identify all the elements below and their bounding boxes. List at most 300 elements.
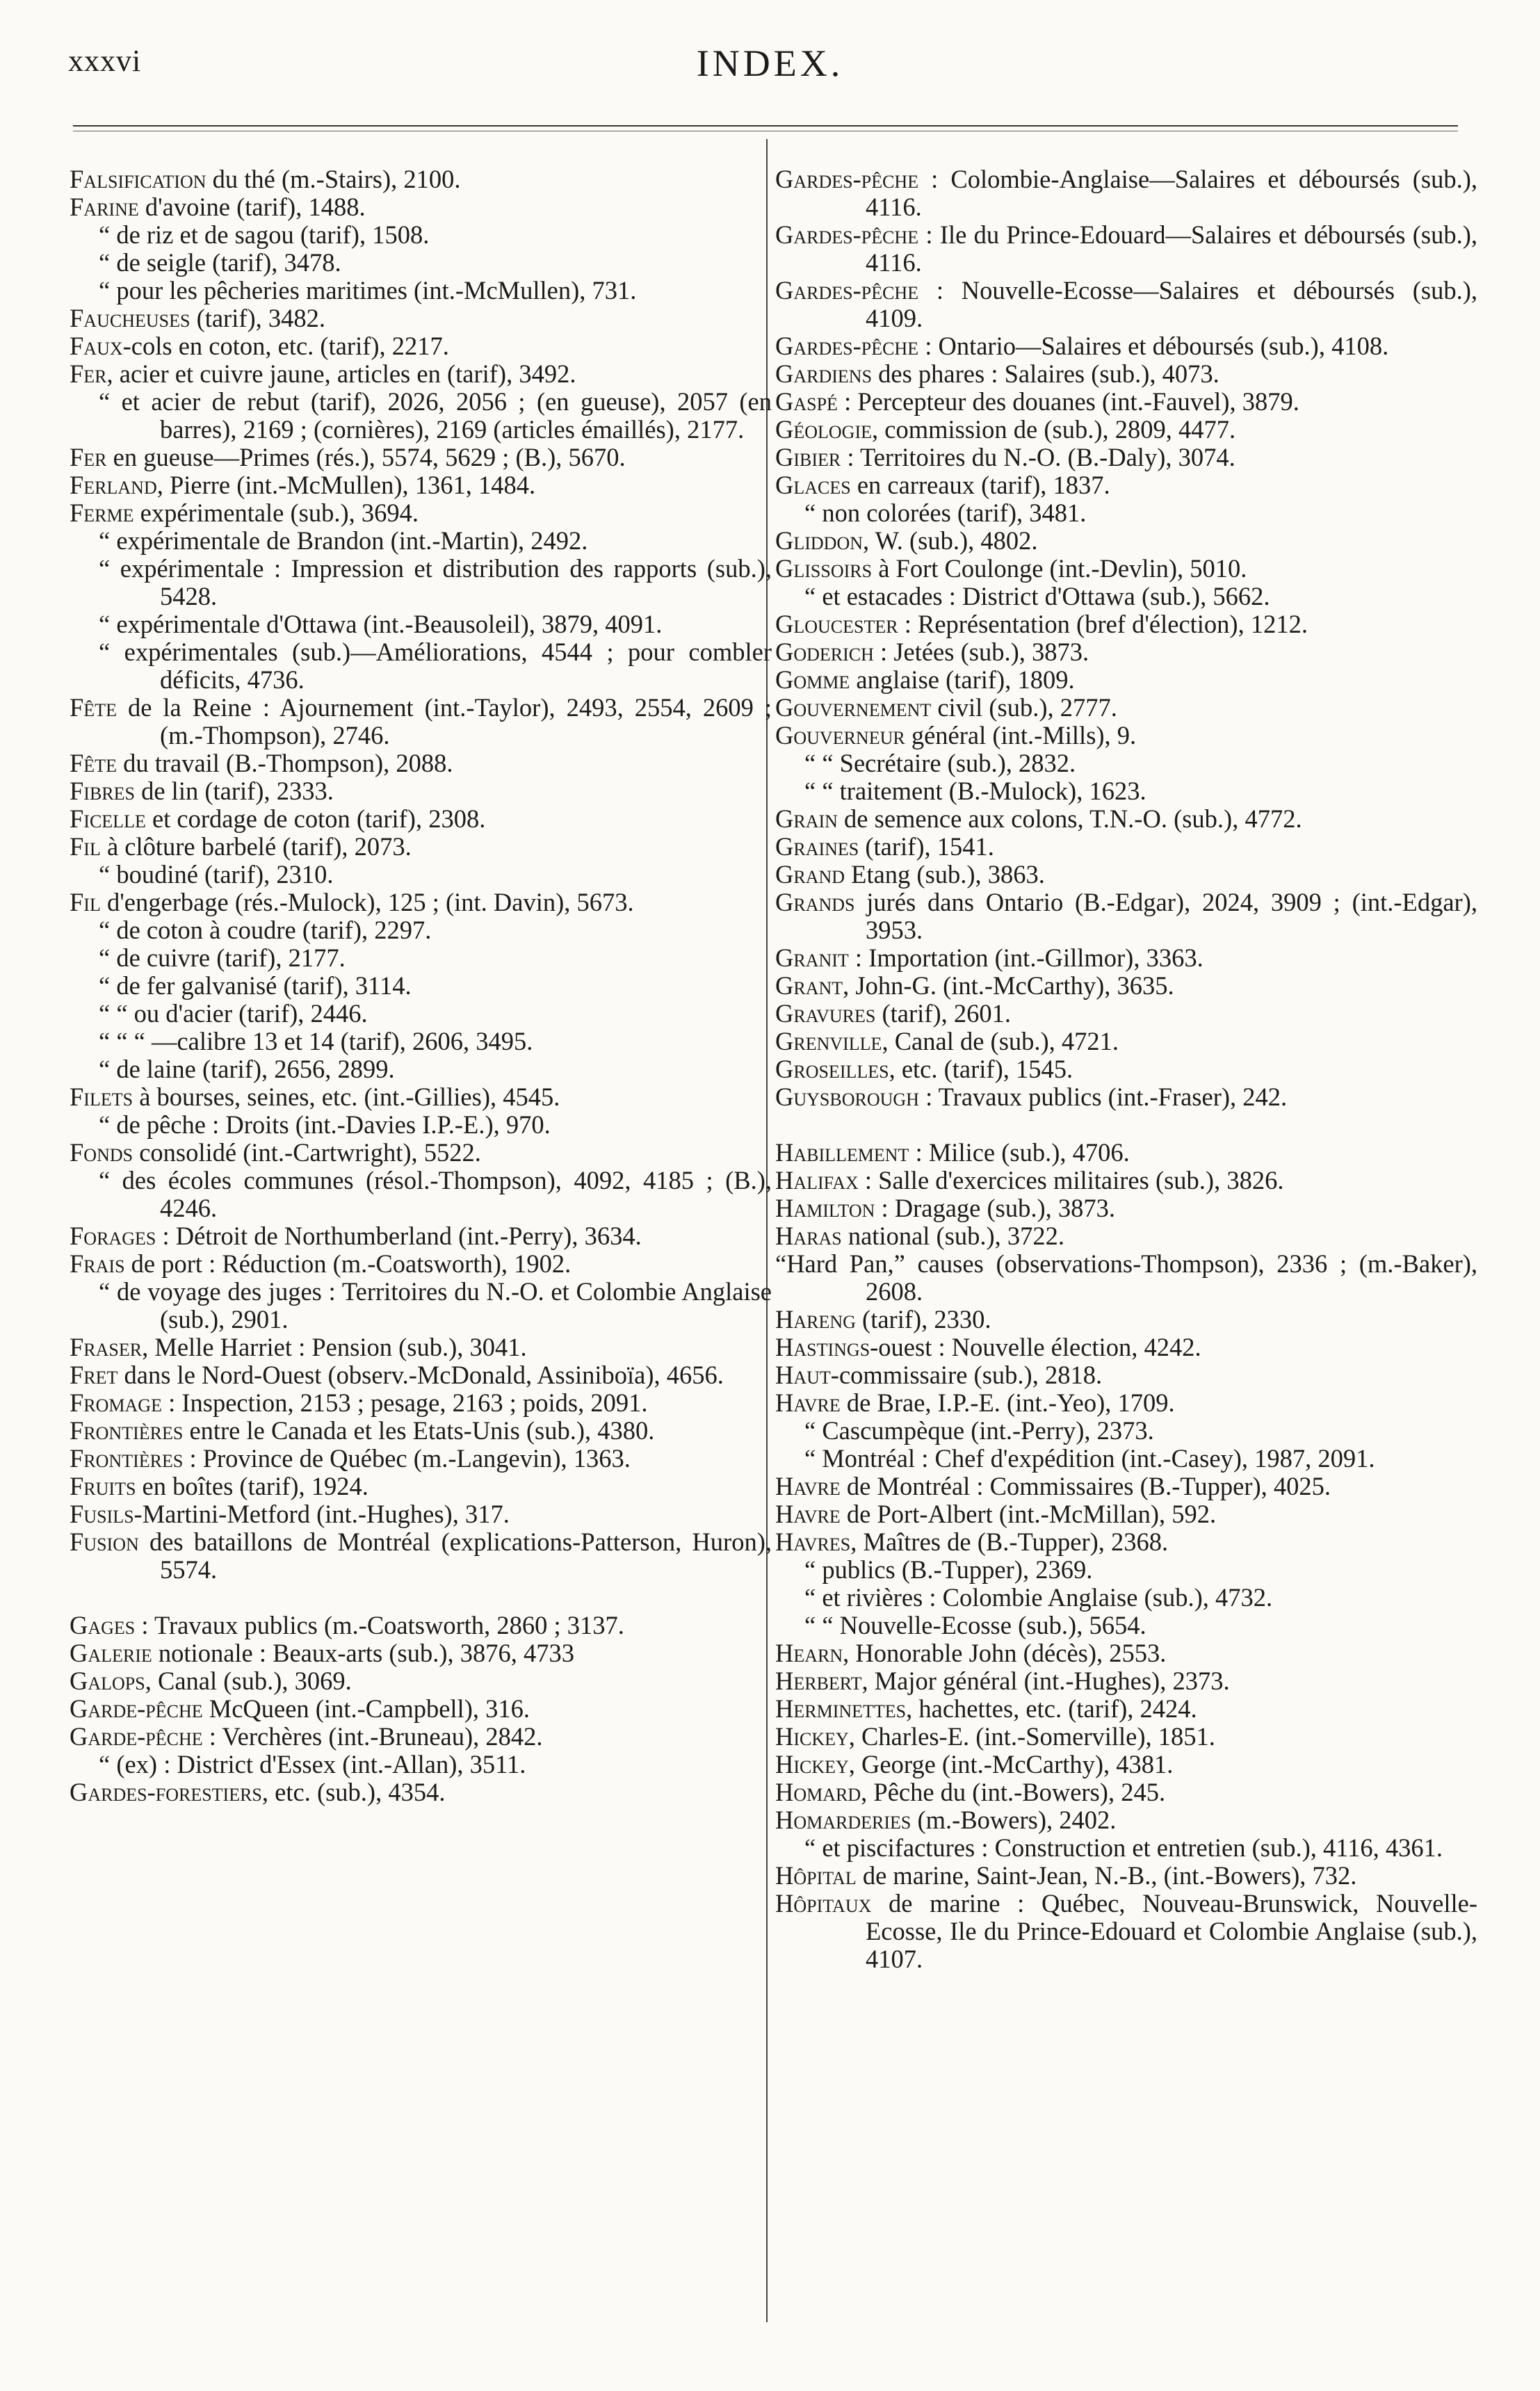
index-entry-text: , hachettes, etc. (tarif), 2424. [906, 1694, 1197, 1723]
index-column-right [775, 165, 1477, 1973]
index-entry-text: à bourses, seines, etc. (int.-Gillies), 4545. [133, 1083, 560, 1111]
index-entry [775, 1445, 1477, 1473]
index-entry [775, 388, 1477, 416]
index-headword: Grain [775, 804, 838, 833]
index-entry-text: : Salle d'exercices militaires (sub.), 3826. [858, 1166, 1284, 1194]
index-entry-text: -Martini-Metford (int.-Hughes), 317. [133, 1500, 510, 1528]
index-entry-text: , commission de (sub.), 2809, 4477. [872, 415, 1236, 444]
index-entry [70, 1028, 772, 1055]
index-entry [775, 1528, 1477, 1556]
index-headword: Habillement [775, 1138, 909, 1167]
index-entry-text: , etc. (tarif), 1545. [889, 1055, 1073, 1083]
index-entry-text: , Charles-E. (int.-Somerville), 1851. [848, 1722, 1215, 1751]
index-entry [70, 1473, 772, 1500]
index-entry-text: : Colombie-Anglaise—Salaires et déboursés (sub.), 4116. [866, 165, 1477, 221]
index-entry-text: “ “ Secrétaire (sub.), 2832. [804, 749, 1076, 777]
index-headword: Hickey [775, 1722, 849, 1751]
index-entry-text: de Port-Albert (int.-McMillan), 592. [840, 1500, 1217, 1528]
index-headword: Gaspé [775, 387, 838, 416]
index-entry-text: jurés dans Ontario (B.-Edgar), 2024, 3909 ; (int.-Edgar), 3953. [854, 888, 1477, 944]
index-entry-text: “ de fer galvanisé (tarif), 3114. [99, 971, 412, 1000]
index-headword: Hastings [775, 1333, 870, 1361]
index-entry-text: “ “ Nouvelle-Ecosse (sub.), 5654. [804, 1611, 1146, 1639]
index-entry-text: des bataillons de Montréal (explications-Patterson, Huron), 5574. [138, 1527, 772, 1584]
index-entry [70, 1639, 772, 1667]
index-headword: Falsification [70, 165, 206, 193]
index-headword: Homarderies [775, 1806, 911, 1834]
index-entry-text: -cols en coton, etc. (tarif), 2217. [122, 332, 449, 360]
index-entry [775, 1250, 1477, 1306]
index-entry [70, 1334, 772, 1361]
index-entry-text: “ de cuivre (tarif), 2177. [99, 943, 346, 972]
index-entry-text: : Détroit de Northumberland (int.-Perry), 3634. [156, 1222, 642, 1250]
index-entry [70, 1445, 772, 1473]
index-entry [70, 1278, 772, 1334]
page-title: INDEX. [696, 42, 844, 84]
index-headword: Homard [775, 1778, 861, 1806]
index-entry-text: : Représentation (bref d'élection), 1212. [898, 610, 1308, 638]
index-headword: Garde-pêche [70, 1694, 203, 1723]
index-entry-text: -commissaire (sub.), 2818. [830, 1361, 1103, 1389]
index-headword: Glissoirs [775, 554, 873, 583]
index-headword: Filets [70, 1083, 133, 1111]
index-entry [70, 1695, 772, 1723]
index-entry [775, 777, 1477, 805]
index-headword: Havre [775, 1472, 841, 1500]
index-entry-text: : Inspection, 2153 ; pesage, 2163 ; poids, 2091. [161, 1388, 648, 1417]
index-entry-text: (tarif), 2330. [855, 1305, 991, 1334]
index-entry [775, 416, 1477, 444]
index-entry [70, 165, 772, 193]
index-entry [70, 1167, 772, 1222]
index-headword: Gages [70, 1611, 136, 1639]
index-entry-text: Etang (sub.), 3863. [845, 860, 1045, 889]
index-entry-text: , George (int.-McCarthy), 4381. [848, 1750, 1174, 1778]
index-headword: Gouvernement [775, 693, 932, 722]
index-headword: Gardes-pêche [775, 220, 919, 249]
index-headword: Ferland [70, 471, 157, 499]
index-entry [775, 360, 1477, 388]
page-number: xxxvi [68, 44, 142, 78]
index-headword: Graines [775, 832, 859, 861]
index-entry-text: (tarif), 1541. [859, 832, 994, 861]
index-entry [70, 221, 772, 249]
index-headword: Glaces [775, 471, 851, 499]
index-headword: Fête [70, 693, 117, 722]
index-headword: Haut [775, 1361, 831, 1389]
index-entry-text: , W. (sub.), 4802. [863, 526, 1038, 555]
index-entry [775, 1751, 1477, 1778]
index-entry-text: , Pêche du (int.-Bowers), 245. [861, 1778, 1166, 1806]
index-headword: Hôpitaux [775, 1889, 872, 1918]
index-entry-text: “ expérimentale d'Ottawa (int.-Beausoleil), 3879, 4091. [99, 610, 663, 638]
index-entry-text: : Province de Québec (m.-Langevin), 1363. [183, 1444, 631, 1473]
index-entry-text: en boîtes (tarif), 1924. [136, 1472, 368, 1500]
index-entry [70, 360, 772, 388]
index-entry [70, 1361, 772, 1389]
index-entry [70, 444, 772, 471]
header-rule [73, 125, 1458, 127]
index-entry-text: “ de coton à coudre (tarif), 2297. [99, 916, 432, 944]
index-entry-text: : Territoires du N.-O. (B.-Daly), 3074. [841, 443, 1235, 471]
index-headword: Fil [70, 832, 101, 861]
index-entry [775, 666, 1477, 694]
index-entry [775, 1667, 1477, 1695]
index-entry-text: , Major général (int.-Hughes), 2373. [861, 1667, 1230, 1695]
index-headword: Faux [70, 332, 123, 360]
index-entry-text: “ expérimentale de Brandon (int.-Martin), 2492. [99, 526, 588, 555]
index-entry-text: “ et acier de rebut (tarif), 2026, 2056 ; (en gueuse), 2057 (en barres), 2169 ; (cornières), 2169 (articles émaillés), 2177. [99, 387, 772, 444]
index-entry [775, 1806, 1477, 1834]
index-headword: Grand [775, 860, 845, 889]
index-headword: Fibres [70, 777, 135, 805]
index-entry [70, 749, 772, 777]
index-headword: Gardes-pêche [775, 276, 919, 305]
index-entry-text: “ “ “ —calibre 13 et 14 (tarif), 2606, 3495. [99, 1027, 533, 1055]
index-entry-text: de lin (tarif), 2333. [134, 777, 334, 805]
index-entry-text: “ non colorées (tarif), 3481. [804, 499, 1087, 527]
index-entry [70, 1139, 772, 1167]
index-entry [775, 1222, 1477, 1250]
index-entry-text: “ et piscifactures : Construction et entretien (sub.), 4116, 4361. [804, 1833, 1443, 1862]
index-entry-text: “ boudiné (tarif), 2310. [99, 860, 334, 889]
index-headword: Havres [775, 1527, 851, 1556]
index-entry-text: , Pierre (int.-McMullen), 1361, 1484. [156, 471, 536, 499]
index-entry-text: “ et rivières : Colombie Anglaise (sub.), 4732. [804, 1583, 1273, 1612]
index-headword: Haras [775, 1222, 842, 1250]
index-entry [70, 1667, 772, 1695]
index-entry-text: en gueuse—Primes (rés.), 5574, 5629 ; (B.), 5670. [106, 443, 626, 471]
index-entry [70, 1417, 772, 1445]
index-headword: Farine [70, 193, 139, 221]
index-headword: Grands [775, 888, 855, 916]
index-headword: Gardes-pêche [775, 332, 919, 360]
index-entry-text: : Verchères (int.-Bruneau), 2842. [202, 1722, 543, 1751]
index-entry [775, 499, 1477, 527]
index-entry [775, 749, 1477, 777]
index-entry-text: “ de laine (tarif), 2656, 2899. [99, 1055, 395, 1083]
index-entry [775, 944, 1477, 972]
index-headword: Granit [775, 943, 849, 972]
index-entry [70, 555, 772, 610]
index-entry-text: des phares : Salaires (sub.), 4073. [872, 359, 1219, 388]
index-headword: Ferme [70, 499, 134, 527]
index-headword: Fil [70, 888, 101, 916]
index-entry-text: à clôture barbelé (tarif), 2073. [100, 832, 412, 861]
index-headword: Hareng [775, 1305, 856, 1334]
index-entry [70, 694, 772, 749]
index-entry [775, 1361, 1477, 1389]
index-entry-text: : Ontario—Salaires et déboursés (sub.), 4108. [918, 332, 1389, 360]
index-entry-text: “ et estacades : District d'Ottawa (sub.), 5662. [804, 582, 1270, 610]
index-entry-text: : Ile du Prince-Edouard—Salaires et déboursés (sub.), 4116. [866, 220, 1477, 277]
index-entry [775, 610, 1477, 638]
index-entry [775, 332, 1477, 360]
index-entry-text: anglaise (tarif), 1809. [850, 665, 1075, 694]
index-entry [70, 916, 772, 944]
index-entry-text: (tarif), 3482. [190, 304, 326, 332]
index-entry-text: “Hard Pan,” causes (observations-Thompson), 2336 ; (m.-Baker), 2608. [775, 1249, 1477, 1306]
index-entry-text: , Maîtres de (B.-Tupper), 2368. [850, 1527, 1169, 1556]
index-headword: Gravures [775, 999, 876, 1028]
index-entry-text: du thé (m.-Stairs), 2100. [206, 165, 461, 193]
index-entry-text: “ de voyage des juges : Territoires du N.-O. et Colombie Anglaise (sub.), 2901. [99, 1277, 772, 1334]
index-entry [775, 527, 1477, 555]
index-entry [70, 1778, 772, 1806]
index-headword: Grenville [775, 1027, 882, 1055]
index-entry [775, 1417, 1477, 1445]
index-headword: Goderich [775, 638, 874, 666]
index-headword: Groseilles [775, 1055, 889, 1083]
index-entry-text: “ de pêche : Droits (int.-Davies I.P.-E.), 970. [99, 1110, 551, 1139]
index-entry-text: “ “ ou d'acier (tarif), 2446. [99, 999, 368, 1028]
index-headword: Herbert [775, 1667, 862, 1695]
index-entry [70, 944, 772, 972]
index-entry [70, 1111, 772, 1139]
index-entry [775, 1695, 1477, 1723]
index-entry [775, 1000, 1477, 1028]
index-headword: Fraser [70, 1333, 143, 1361]
index-entry [775, 221, 1477, 277]
index-entry [70, 277, 772, 305]
index-entry [775, 583, 1477, 610]
index-headword: Fonds [70, 1138, 133, 1167]
index-entry-text: , Canal (sub.), 3069. [145, 1667, 352, 1695]
index-entry-text: “ expérimentale : Impression et distribution des rapports (sub.), 5428. [99, 554, 772, 610]
index-entry [70, 499, 772, 527]
index-entry [775, 1389, 1477, 1417]
index-entry [70, 527, 772, 555]
index-entry-text: de Montréal : Commissaires (B.-Tupper), 4025. [840, 1472, 1331, 1500]
index-entry-text: de semence aux colons, T.N.-O. (sub.), 4772. [837, 804, 1302, 833]
index-entry-text: “ des écoles communes (résol.-Thompson), 4092, 4185 ; (B.), 4246. [99, 1166, 772, 1222]
index-headword: Galerie [70, 1639, 152, 1667]
index-entry [775, 1778, 1477, 1806]
index-headword: Havre [775, 1388, 841, 1417]
index-entry [70, 1751, 772, 1778]
index-entry-text: : Importation (int.-Gillmor), 3363. [848, 943, 1203, 972]
index-headword: Havre [775, 1500, 841, 1528]
index-entry-text: expérimentale (sub.), 3694. [133, 499, 419, 527]
index-entry [775, 1639, 1477, 1667]
index-entry-text: , Canal de (sub.), 4721. [882, 1027, 1119, 1055]
index-entry-text: -ouest : Nouvelle élection, 4242. [870, 1333, 1201, 1361]
index-entry [775, 638, 1477, 666]
index-entry-text: : Travaux publics (int.-Fraser), 242. [918, 1083, 1288, 1111]
index-entry [775, 165, 1477, 221]
index-entry [775, 889, 1477, 944]
index-entry [70, 388, 772, 444]
index-headword: Fête [70, 749, 117, 777]
index-entry-text: de marine : Québec, Nouveau-Brunswick, Nouvelle-Ecosse, Ile du Prince-Edouard et Colombie Anglaise (sub.), 4107. [866, 1889, 1477, 1973]
index-headword: Géologie [775, 415, 872, 444]
index-entry-text: de la Reine : Ajournement (int.-Taylor), 2493, 2554, 2609 ; (m.-Thompson), 2746. [116, 693, 772, 749]
index-entry-text: “ “ traitement (B.-Mulock), 1623. [804, 777, 1146, 805]
index-entry-text: civil (sub.), 2777. [931, 693, 1117, 722]
index-entry-text: entre le Canada et les Etats-Unis (sub.), 4380. [183, 1416, 655, 1445]
index-entry [70, 610, 772, 638]
index-entry [70, 1528, 772, 1584]
index-entry [775, 1834, 1477, 1862]
index-headword: Gomme [775, 665, 850, 694]
index-entry-text: notionale : Beaux-arts (sub.), 3876, 4733 [152, 1639, 574, 1667]
index-entry-text: : Percepteur des douanes (int.-Fauvel), 3879. [837, 387, 1299, 416]
index-entry [775, 277, 1477, 332]
index-headword: Halifax [775, 1166, 859, 1194]
index-headword: Fruits [70, 1472, 136, 1500]
index-headword: Forages [70, 1222, 156, 1250]
index-entry [775, 694, 1477, 722]
index-headword: Fusils [70, 1500, 134, 1528]
index-entry-text: , Honorable John (décès), 2553. [843, 1639, 1167, 1667]
index-entry [70, 1612, 772, 1639]
index-entry [70, 638, 772, 694]
index-entry-text: dans le Nord-Ouest (observ.-McDonald, Assiniboïa), 4656. [117, 1361, 724, 1389]
index-entry [775, 722, 1477, 749]
index-entry-text: “ expérimentales (sub.)—Améliorations, 4544 ; pour combler déficits, 4736. [99, 638, 772, 694]
index-entry [775, 861, 1477, 889]
index-entry [775, 1584, 1477, 1612]
index-entry [775, 1556, 1477, 1584]
index-entry [775, 1028, 1477, 1055]
index-entry [775, 1083, 1477, 1111]
index-entry [775, 1890, 1477, 1973]
index-headword: Fer [70, 443, 107, 471]
index-entry-text: “ de riz et de sagou (tarif), 1508. [99, 220, 430, 249]
index-entry-text: “ de seigle (tarif), 3478. [99, 248, 341, 277]
index-entry [70, 1000, 772, 1028]
index-entry [70, 193, 772, 221]
index-entry-text: McQueen (int.-Campbell), 316. [202, 1694, 530, 1723]
page-header [0, 0, 1540, 122]
index-entry-text: de marine, Saint-Jean, N.-B., (int.-Bowers), 732. [856, 1861, 1357, 1890]
index-entry [775, 1723, 1477, 1751]
index-entry-text: , Melle Harriet : Pension (sub.), 3041. [142, 1333, 527, 1361]
index-entry [70, 1222, 772, 1250]
index-entry [70, 1723, 772, 1751]
index-headword: Grant [775, 971, 843, 1000]
index-entry-text: “ publics (B.-Tupper), 2369. [804, 1555, 1093, 1584]
index-headword: Guysborough [775, 1083, 919, 1111]
index-headword: Gardes-forestiers [70, 1778, 262, 1806]
index-entry-text: d'avoine (tarif), 1488. [138, 193, 366, 221]
index-entry-text: national (sub.), 3722. [841, 1222, 1065, 1250]
index-headword: Frontières [70, 1416, 184, 1445]
index-entry [70, 471, 772, 499]
index-headword: Gloucester [775, 610, 898, 638]
index-headword: Hearn [775, 1639, 843, 1667]
index-entry-text: (m.-Bowers), 2402. [911, 1806, 1117, 1834]
index-entry [775, 1194, 1477, 1222]
index-headword: Ficelle [70, 804, 146, 833]
index-entry [775, 555, 1477, 583]
index-entry-text: de port : Réduction (m.-Coatsworth), 1902. [124, 1249, 572, 1278]
index-entry [70, 332, 772, 360]
index-entry [70, 1055, 772, 1083]
index-entry-text: : Milice (sub.), 4706. [909, 1138, 1130, 1167]
index-entry-text: d'engerbage (rés.-Mulock), 125 ; (int. Davin), 5673. [100, 888, 634, 916]
index-headword: Fusion [70, 1527, 139, 1556]
index-entry-text: “ Cascumpèque (int.-Perry), 2373. [804, 1416, 1154, 1445]
index-entry [775, 1612, 1477, 1639]
index-headword: Hôpital [775, 1861, 857, 1890]
index-entry [775, 1473, 1477, 1500]
index-headword: Hickey [775, 1750, 849, 1778]
index-column-left [70, 165, 772, 1806]
index-headword: Faucheuses [70, 304, 191, 332]
index-entry-text: : Nouvelle-Ecosse—Salaires et déboursés (sub.), 4109. [866, 276, 1477, 332]
index-entry-text: , etc. (sub.), 4354. [261, 1778, 446, 1806]
index-headword: Herminettes [775, 1694, 907, 1723]
index-entry [70, 777, 772, 805]
index-entry [775, 471, 1477, 499]
index-entry-text: général (int.-Mills), 9. [905, 721, 1137, 749]
index-entry-text: de Brae, I.P.-E. (int.-Yeo), 1709. [840, 1388, 1175, 1417]
index-entry [70, 1083, 772, 1111]
index-headword: Frontières [70, 1444, 184, 1473]
index-entry [70, 249, 772, 277]
index-entry [70, 861, 772, 889]
index-entry-text: consolidé (int.-Cartwright), 5522. [133, 1138, 481, 1167]
index-entry-text: en carreaux (tarif), 1837. [850, 471, 1110, 499]
index-entry [775, 1055, 1477, 1083]
index-entry-text: : Travaux publics (m.-Coatsworth, 2860 ; 3137. [135, 1611, 624, 1639]
index-entry-text: “ pour les pêcheries maritimes (int.-McMullen), 731. [99, 276, 637, 305]
index-headword: Fer [70, 359, 107, 388]
index-headword: Hamilton [775, 1194, 875, 1222]
index-headword: Fret [70, 1361, 118, 1389]
index-headword: Gouverneur [775, 721, 905, 749]
index-headword: Gliddon [775, 526, 864, 555]
index-entry [70, 1389, 772, 1417]
index-entry [775, 1139, 1477, 1167]
index-entry [775, 805, 1477, 833]
index-entry [775, 444, 1477, 471]
index-entry-text: et cordage de coton (tarif), 2308. [145, 804, 486, 833]
index-headword: Gardiens [775, 359, 873, 388]
index-entry [70, 972, 772, 1000]
index-entry-text: : Jetées (sub.), 3873. [873, 638, 1089, 666]
index-headword: Frais [70, 1249, 125, 1278]
index-entry-text: : Dragage (sub.), 3873. [875, 1194, 1116, 1222]
index-entry [70, 833, 772, 861]
index-entry-text: , acier et cuivre jaune, articles en (tarif), 3492. [106, 359, 576, 388]
index-entry [775, 1167, 1477, 1194]
index-entry-text: du travail (B.-Thompson), 2088. [116, 749, 453, 777]
index-headword: Gardes-pêche [775, 165, 919, 193]
index-entry [775, 1334, 1477, 1361]
index-entry [775, 972, 1477, 1000]
index-entry-text: “ (ex) : District d'Essex (int.-Allan), 3511. [99, 1750, 526, 1778]
index-entry [775, 1306, 1477, 1334]
index-entry [70, 1500, 772, 1528]
index-entry [775, 833, 1477, 861]
index-entry [70, 889, 772, 916]
index-headword: Gibier [775, 443, 841, 471]
index-entry [70, 805, 772, 833]
index-entry [775, 1862, 1477, 1890]
index-entry [70, 305, 772, 332]
index-headword: Galops [70, 1667, 145, 1695]
index-entry-text: “ Montréal : Chef d'expédition (int.-Casey), 1987, 2091. [804, 1444, 1375, 1473]
index-headword: Fromage [70, 1388, 162, 1417]
index-headword: Garde-pêche [70, 1722, 203, 1751]
index-entry-text: (tarif), 2601. [875, 999, 1011, 1028]
index-entry-text: à Fort Coulonge (int.-Devlin), 5010. [872, 554, 1247, 583]
index-entry [70, 1250, 772, 1278]
index-entry [775, 1500, 1477, 1528]
index-entry-text: , John-G. (int.-McCarthy), 3635. [843, 971, 1174, 1000]
